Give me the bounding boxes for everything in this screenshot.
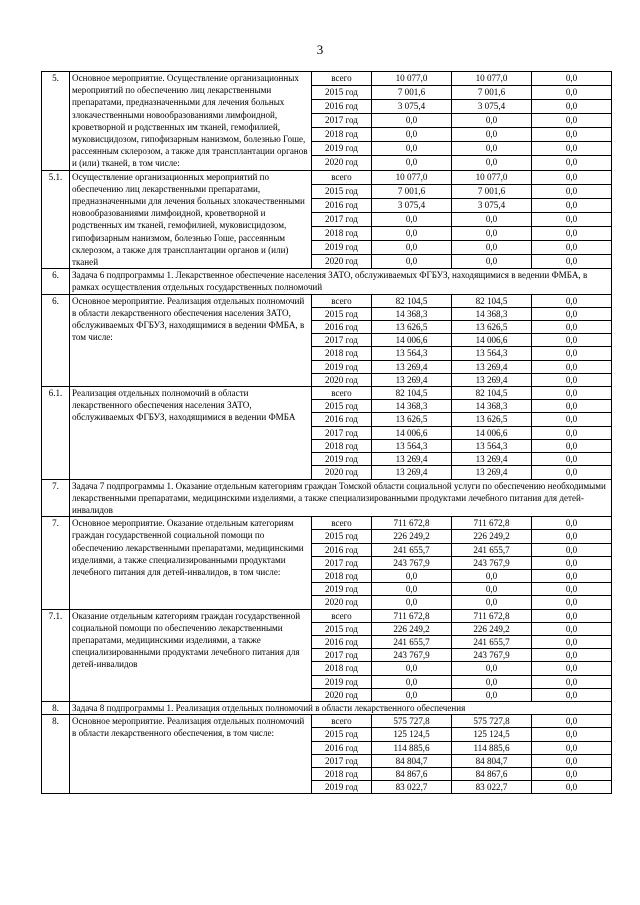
table-row: [42, 72, 612, 86]
year-cell: 2015 год: [312, 530, 372, 543]
regional-cell: 13 269,4: [452, 466, 532, 479]
row-number: 5.1.: [42, 170, 70, 269]
total-cell: 82 104,5: [372, 387, 452, 400]
regional-cell: 226 249,2: [452, 622, 532, 635]
federal-cell: 0,0: [532, 649, 612, 662]
regional-cell: 0,0: [452, 675, 532, 688]
regional-cell: 0,0: [452, 596, 532, 609]
total-cell: 14 368,3: [372, 400, 452, 413]
federal-cell: 0,0: [532, 741, 612, 754]
federal-cell: 0,0: [532, 387, 612, 400]
total-cell: 0,0: [372, 212, 452, 226]
year-cell: 2017 год: [312, 754, 372, 767]
federal-cell: 0,0: [532, 466, 612, 479]
federal-cell: 0,0: [532, 609, 612, 622]
year-cell: 2020 год: [312, 156, 372, 170]
year-cell: 2015 год: [312, 622, 372, 635]
federal-cell: 0,0: [532, 439, 612, 452]
total-cell: 13 564,3: [372, 439, 452, 452]
measure-description: Реализация отдельных полномочий в области лекарственного обеспечения населения ЗАТО, обслуживаемых ФГБУЗ, находящимися в ведении ФМБА: [70, 387, 312, 479]
federal-cell: 0,0: [532, 767, 612, 780]
regional-cell: 0,0: [452, 128, 532, 142]
year-cell: всего: [312, 715, 372, 728]
regional-cell: 0,0: [452, 212, 532, 226]
regional-cell: 575 727,8: [452, 715, 532, 728]
regional-cell: 7 001,6: [452, 184, 532, 198]
federal-cell: 0,0: [532, 675, 612, 688]
year-cell: 2019 год: [312, 781, 372, 794]
year-cell: 2020 год: [312, 373, 372, 386]
federal-cell: 0,0: [532, 184, 612, 198]
regional-cell: 0,0: [452, 688, 532, 701]
regional-cell: 13 269,4: [452, 453, 532, 466]
federal-cell: 0,0: [532, 321, 612, 334]
total-cell: 13 269,4: [372, 360, 452, 373]
regional-cell: 14 368,3: [452, 307, 532, 320]
year-cell: 2020 год: [312, 596, 372, 609]
row-number: 8.: [42, 701, 70, 714]
year-cell: 2019 год: [312, 360, 372, 373]
year-cell: всего: [312, 387, 372, 400]
year-cell: 2018 год: [312, 439, 372, 452]
year-cell: 2018 год: [312, 347, 372, 360]
row-number: 7.: [42, 479, 70, 517]
year-cell: 2018 год: [312, 662, 372, 675]
year-cell: 2015 год: [312, 728, 372, 741]
year-cell: 2016 год: [312, 543, 372, 556]
regional-cell: 13 626,5: [452, 413, 532, 426]
total-cell: 84 804,7: [372, 754, 452, 767]
total-cell: 13 269,4: [372, 373, 452, 386]
year-cell: 2018 год: [312, 569, 372, 582]
regional-cell: 14 006,6: [452, 426, 532, 439]
row-number: 6.: [42, 269, 70, 294]
federal-cell: 0,0: [532, 517, 612, 530]
year-cell: 2016 год: [312, 635, 372, 648]
federal-cell: 0,0: [532, 334, 612, 347]
total-cell: 241 655,7: [372, 543, 452, 556]
table-row: [42, 715, 612, 728]
year-cell: 2020 год: [312, 255, 372, 269]
row-number: 6.: [42, 294, 70, 386]
total-cell: 3 075,4: [372, 198, 452, 212]
year-cell: 2020 год: [312, 466, 372, 479]
federal-cell: 0,0: [532, 212, 612, 226]
total-cell: 14 006,6: [372, 426, 452, 439]
total-cell: 226 249,2: [372, 530, 452, 543]
total-cell: 0,0: [372, 596, 452, 609]
total-cell: 13 626,5: [372, 413, 452, 426]
federal-cell: 0,0: [532, 226, 612, 240]
task-row: [42, 701, 612, 714]
federal-cell: 0,0: [532, 662, 612, 675]
year-cell: 2016 год: [312, 413, 372, 426]
total-cell: 7 001,6: [372, 86, 452, 100]
total-cell: 10 077,0: [372, 72, 452, 86]
regional-cell: 0,0: [452, 142, 532, 156]
federal-cell: 0,0: [532, 596, 612, 609]
regional-cell: 241 655,7: [452, 635, 532, 648]
year-cell: всего: [312, 72, 372, 86]
federal-cell: 0,0: [532, 556, 612, 569]
year-cell: всего: [312, 517, 372, 530]
regional-cell: 241 655,7: [452, 543, 532, 556]
total-cell: 0,0: [372, 156, 452, 170]
federal-cell: 0,0: [532, 715, 612, 728]
total-cell: 14 006,6: [372, 334, 452, 347]
federal-cell: 0,0: [532, 543, 612, 556]
year-cell: 2017 год: [312, 212, 372, 226]
total-cell: 7 001,6: [372, 184, 452, 198]
federal-cell: 0,0: [532, 453, 612, 466]
regional-cell: 10 077,0: [452, 170, 532, 184]
total-cell: 82 104,5: [372, 294, 452, 307]
federal-cell: 0,0: [532, 128, 612, 142]
regional-cell: 3 075,4: [452, 198, 532, 212]
budget-table: [41, 71, 612, 794]
regional-cell: 84 867,6: [452, 767, 532, 780]
year-cell: 2015 год: [312, 86, 372, 100]
year-cell: 2015 год: [312, 400, 372, 413]
total-cell: 14 368,3: [372, 307, 452, 320]
federal-cell: 0,0: [532, 170, 612, 184]
regional-cell: 14 368,3: [452, 400, 532, 413]
regional-cell: 13 564,3: [452, 439, 532, 452]
row-number: 7.1.: [42, 609, 70, 701]
federal-cell: 0,0: [532, 142, 612, 156]
regional-cell: 0,0: [452, 241, 532, 255]
total-cell: 114 885,6: [372, 741, 452, 754]
regional-cell: 0,0: [452, 226, 532, 240]
regional-cell: 13 564,3: [452, 347, 532, 360]
total-cell: 0,0: [372, 241, 452, 255]
total-cell: 0,0: [372, 675, 452, 688]
federal-cell: 0,0: [532, 100, 612, 114]
federal-cell: 0,0: [532, 255, 612, 269]
table-row: [42, 170, 612, 184]
regional-cell: 84 804,7: [452, 754, 532, 767]
year-cell: 2020 год: [312, 688, 372, 701]
total-cell: 243 767,9: [372, 556, 452, 569]
row-number: 5.: [42, 72, 70, 171]
federal-cell: 0,0: [532, 635, 612, 648]
total-cell: 10 077,0: [372, 170, 452, 184]
total-cell: 84 867,6: [372, 767, 452, 780]
year-cell: 2017 год: [312, 334, 372, 347]
total-cell: 83 022,7: [372, 781, 452, 794]
total-cell: 0,0: [372, 662, 452, 675]
total-cell: 13 564,3: [372, 347, 452, 360]
row-number: 8.: [42, 715, 70, 794]
total-cell: 13 269,4: [372, 466, 452, 479]
federal-cell: 0,0: [532, 373, 612, 386]
regional-cell: 0,0: [452, 569, 532, 582]
regional-cell: 83 022,7: [452, 781, 532, 794]
total-cell: 0,0: [372, 128, 452, 142]
year-cell: 2016 год: [312, 198, 372, 212]
row-number: 7.: [42, 517, 70, 609]
federal-cell: 0,0: [532, 241, 612, 255]
measure-description: Основное мероприятие. Оказание отдельным категориям граждан государственной социальной помощи по обеспечению лекарственными препаратами, медицинскими изделиями, а также специализированными продуктами лечебного питания для детей-инвалидов, в том числе:: [70, 517, 312, 609]
total-cell: 0,0: [372, 226, 452, 240]
year-cell: 2018 год: [312, 767, 372, 780]
federal-cell: 0,0: [532, 583, 612, 596]
total-cell: 711 672,8: [372, 609, 452, 622]
regional-cell: 82 104,5: [452, 294, 532, 307]
table-row: [42, 609, 612, 622]
total-cell: 0,0: [372, 255, 452, 269]
table-row: [42, 387, 612, 400]
regional-cell: 3 075,4: [452, 100, 532, 114]
regional-cell: 14 006,6: [452, 334, 532, 347]
year-cell: 2017 год: [312, 426, 372, 439]
total-cell: 0,0: [372, 114, 452, 128]
federal-cell: 0,0: [532, 569, 612, 582]
task-row: [42, 479, 612, 517]
federal-cell: 0,0: [532, 360, 612, 373]
year-cell: всего: [312, 294, 372, 307]
year-cell: всего: [312, 170, 372, 184]
regional-cell: 125 124,5: [452, 728, 532, 741]
year-cell: 2017 год: [312, 556, 372, 569]
year-cell: 2019 год: [312, 675, 372, 688]
year-cell: 2015 год: [312, 184, 372, 198]
row-number: 6.1.: [42, 387, 70, 479]
federal-cell: 0,0: [532, 156, 612, 170]
federal-cell: 0,0: [532, 86, 612, 100]
year-cell: 2019 год: [312, 583, 372, 596]
federal-cell: 0,0: [532, 622, 612, 635]
total-cell: 0,0: [372, 142, 452, 156]
year-cell: 2017 год: [312, 114, 372, 128]
year-cell: 2016 год: [312, 100, 372, 114]
page-number: 3: [316, 42, 324, 57]
federal-cell: 0,0: [532, 728, 612, 741]
table-row: [42, 294, 612, 307]
regional-cell: 13 269,4: [452, 373, 532, 386]
federal-cell: 0,0: [532, 294, 612, 307]
total-cell: 241 655,7: [372, 635, 452, 648]
table-row: [42, 517, 612, 530]
measure-description: Основное мероприятие. Реализация отдельных полномочий в области лекарственного обеспечения населения ЗАТО, обслуживаемых ФГБУЗ, находящимися в ведении ФМБА, в том числе:: [70, 294, 312, 386]
measure-description: Осуществление организационных мероприятий по обеспечению лиц лекарственными препаратами, предназначенными для лечения больных злокачественными новообразованиями лимфоидной, кроветворной и родственных им тканей, гемофилией, муковисцидозом, гипофизарным нанизмом, болезнью Гоше, рассеянным склерозом, а также для трансплантации органов и (или) тканей: [70, 170, 312, 269]
federal-cell: 0,0: [532, 72, 612, 86]
federal-cell: 0,0: [532, 400, 612, 413]
regional-cell: 243 767,9: [452, 649, 532, 662]
regional-cell: 0,0: [452, 255, 532, 269]
federal-cell: 0,0: [532, 307, 612, 320]
regional-cell: 82 104,5: [452, 387, 532, 400]
federal-cell: 0,0: [532, 754, 612, 767]
regional-cell: 0,0: [452, 662, 532, 675]
year-cell: 2017 год: [312, 649, 372, 662]
total-cell: 0,0: [372, 688, 452, 701]
federal-cell: 0,0: [532, 426, 612, 439]
federal-cell: 0,0: [532, 198, 612, 212]
total-cell: 3 075,4: [372, 100, 452, 114]
total-cell: 125 124,5: [372, 728, 452, 741]
federal-cell: 0,0: [532, 688, 612, 701]
regional-cell: 114 885,6: [452, 741, 532, 754]
year-cell: 2015 год: [312, 307, 372, 320]
total-cell: 13 269,4: [372, 453, 452, 466]
regional-cell: 13 626,5: [452, 321, 532, 334]
regional-cell: 10 077,0: [452, 72, 532, 86]
measure-description: Основное мероприятие. Реализация отдельных полномочий в области лекарственного обеспечения, в том числе:: [70, 715, 312, 794]
federal-cell: 0,0: [532, 781, 612, 794]
year-cell: 2019 год: [312, 241, 372, 255]
regional-cell: 226 249,2: [452, 530, 532, 543]
federal-cell: 0,0: [532, 114, 612, 128]
total-cell: 13 626,5: [372, 321, 452, 334]
year-cell: 2019 год: [312, 142, 372, 156]
task-title: Задача 7 подпрограммы 1. Оказание отдельным категориям граждан Томской области социальной услуги по обеспечению необходимыми лекарственными препаратами, медицинскими изделиями, а также специализированными продуктами лечебного питания для детей-инвалидов: [70, 479, 612, 517]
year-cell: 2018 год: [312, 226, 372, 240]
regional-cell: 0,0: [452, 583, 532, 596]
total-cell: 0,0: [372, 569, 452, 582]
regional-cell: 711 672,8: [452, 517, 532, 530]
total-cell: 711 672,8: [372, 517, 452, 530]
measure-description: Оказание отдельным категориям граждан государственной социальной помощи по обеспечению лекарственными препаратами, медицинскими изделиями, а также специализированными продуктами лечебного питания для детей-инвалидов: [70, 609, 312, 701]
total-cell: 226 249,2: [372, 622, 452, 635]
federal-cell: 0,0: [532, 347, 612, 360]
task-row: [42, 269, 612, 294]
measure-description: Основное мероприятие. Осуществление организационных мероприятий по обеспечению лиц лекарственными препаратами, предназначенными для лечения больных злокачественными новообразованиями лимфоидной, кроветворной и родственных им тканей, гемофилией, муковисцидозом, гипофизарным нанизмом, болезнью Гоше, рассеянным склерозом, а также для трансплантации органов и (или) тканей, в том числе:: [70, 72, 312, 171]
total-cell: 0,0: [372, 583, 452, 596]
task-title: Задача 6 подпрограммы 1. Лекарственное обеспечение населения ЗАТО, обслуживаемых ФГБУЗ, находящимися в ведении ФМБА, в рамках осуществления отдельных государственных полномочий: [70, 269, 612, 294]
year-cell: 2016 год: [312, 321, 372, 334]
total-cell: 243 767,9: [372, 649, 452, 662]
year-cell: всего: [312, 609, 372, 622]
regional-cell: 711 672,8: [452, 609, 532, 622]
federal-cell: 0,0: [532, 413, 612, 426]
year-cell: 2016 год: [312, 741, 372, 754]
regional-cell: 7 001,6: [452, 86, 532, 100]
total-cell: 575 727,8: [372, 715, 452, 728]
task-title: Задача 8 подпрограммы 1. Реализация отдельных полномочий в области лекарственного обеспечения: [70, 701, 612, 714]
federal-cell: 0,0: [532, 530, 612, 543]
regional-cell: 0,0: [452, 114, 532, 128]
year-cell: 2019 год: [312, 453, 372, 466]
regional-cell: 243 767,9: [452, 556, 532, 569]
regional-cell: 0,0: [452, 156, 532, 170]
regional-cell: 13 269,4: [452, 360, 532, 373]
year-cell: 2018 год: [312, 128, 372, 142]
